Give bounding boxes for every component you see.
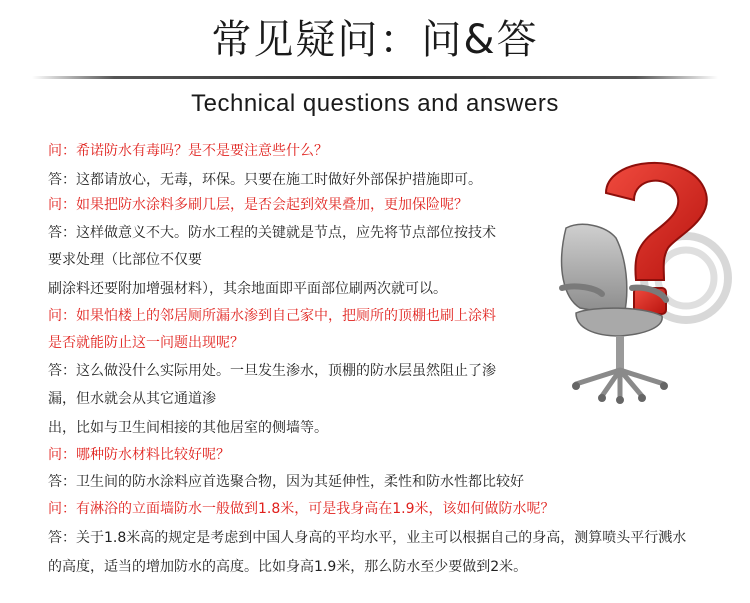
- faq-answer: 出，比如与卫生间相接的其他居室的侧墙等。: [48, 420, 328, 436]
- faq-question: 问：如果怕楼上的邻居厕所漏水渗到自己家中，把厕所的顶棚也刷上涂料: [48, 308, 496, 324]
- faq-answer: 答：这样做意义不大。防水工程的关键就是节点，应先将节点部位按技术: [48, 225, 496, 241]
- faq-answer: 答：这么做没什么实际用处。一旦发生渗水，顶棚的防水层虽然阻止了渗: [48, 363, 496, 379]
- title-divider: [32, 76, 718, 79]
- faq-answer: 答：这都请放心，无毒，环保。只要在施工时做好外部保护措施即可。: [48, 172, 482, 188]
- question-mark-chair-icon: [536, 148, 736, 408]
- faq-question: 问：如果把防水涂料多刷几层，是否会起到效果叠加，更加保险呢？: [48, 197, 468, 213]
- faq-question: 问：希诺防水有毒吗？是不是要注意些什么？: [48, 143, 328, 159]
- faq-answer: 答：关于1.8米高的规定是考虑到中国人身高的平均水平，业主可以根据自己的身高，测算喷头平行溅水: [48, 530, 687, 546]
- page-subtitle: Technical questions and answers: [191, 90, 559, 117]
- faq-answer: 答：卫生间的防水涂料应首选聚合物，因为其延伸性，柔性和防水性都比较好: [48, 474, 524, 490]
- faq-question: 问：有淋浴的立面墙防水一般做到1.8米，可是我身高在1.9米，该如何做防水呢？: [48, 501, 555, 517]
- faq-answer: 的高度，适当的增加防水的高度。比如身高1.9米，那么防水至少要做到2米。: [48, 559, 528, 575]
- page-title: 常见疑问：问&答: [211, 17, 539, 63]
- faq-question: 问：哪种防水材料比较好呢？: [48, 447, 230, 463]
- faq-answer: 漏，但水就会从其它通道渗: [48, 391, 216, 407]
- faq-question: 是否就能防止这一问题出现呢？: [48, 335, 244, 351]
- faq-answer: 要求处理（比部位不仅要: [48, 252, 202, 268]
- faq-answer: 刷涂料还要附加增强材料），其余地面即平面部位刷两次就可以。: [48, 281, 447, 297]
